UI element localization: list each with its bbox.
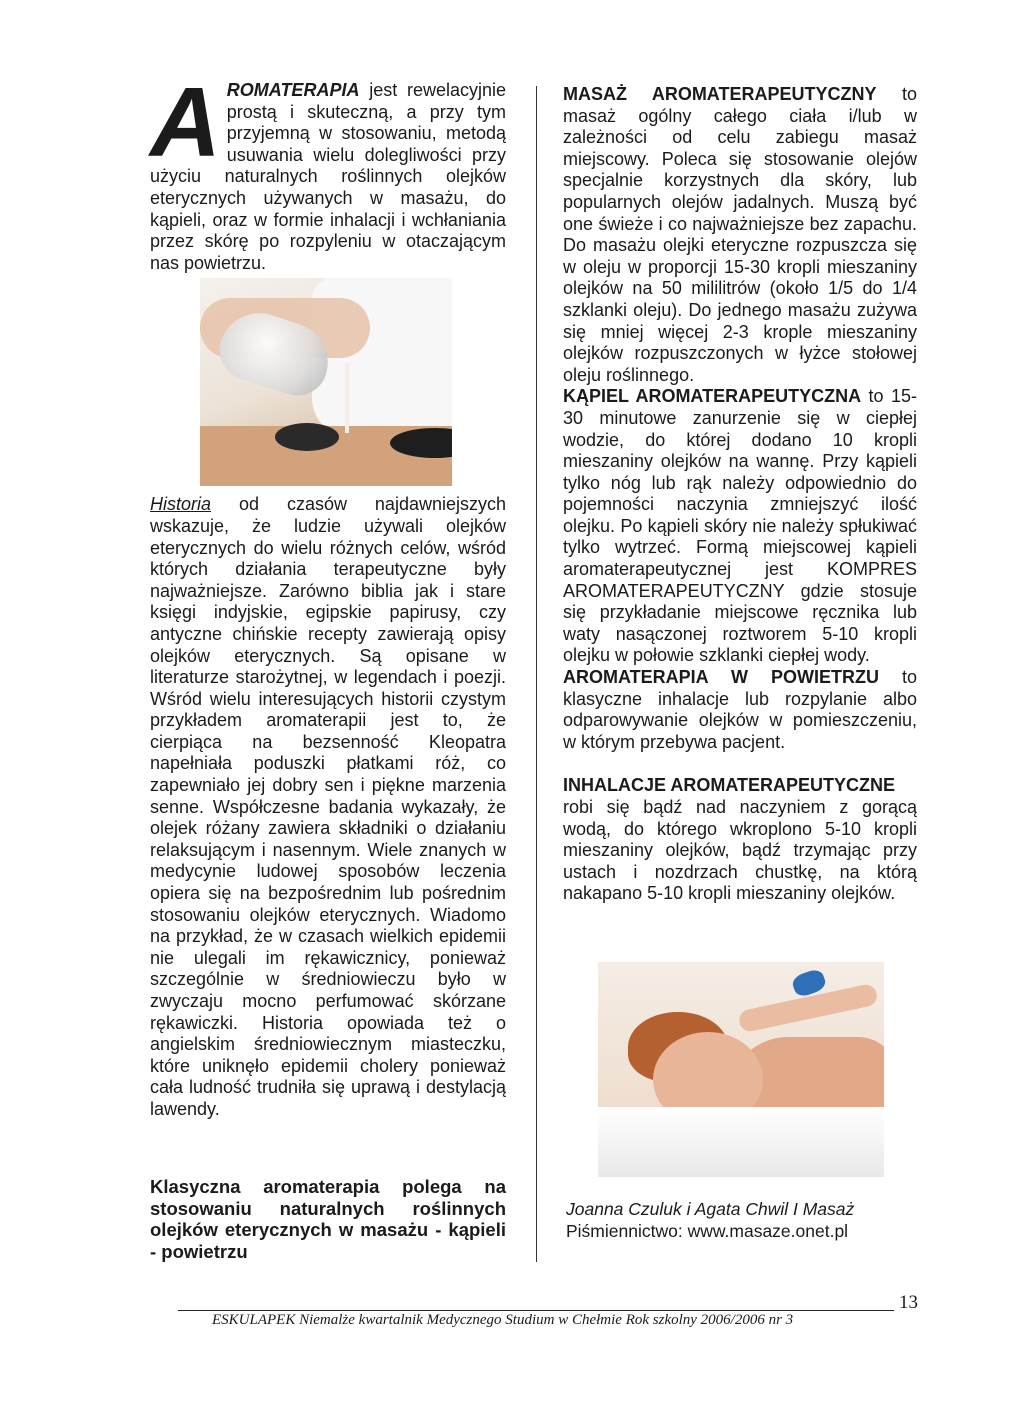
inhalation-heading: [563, 775, 917, 797]
massage-text: to masaż ogólny całego ciała i/lub w zależności od celu zabiegu masaż miejscowy. Poleca się stosowanie olejów specjalnie korzystnych dla skóry, lub popularnych olejów jadalnych. Muszą być one świeże i co najważniejsze bez zapachu. Do masażu olejki eteryczne rozpuszcza się w oleju w proporcji 15-30 kropli mieszaniny olejków na 50 mililitrów (około 1/5 do 1/4 szklanki oleju). Do jednego masażu zużywa się mniej więcej 2-3 krople mieszaniny olejków rozpuszczonych w łyżce stołowej oleju roślinnego.: [563, 84, 917, 385]
inhalation-term: INHALACJE AROMATERAPEUTYCZNE: [563, 775, 896, 796]
page-number: 13: [899, 1292, 918, 1313]
authors: Joanna Czuluk i Agata Chwil I Masaż: [566, 1199, 855, 1219]
summary-caption: Klasyczna aromaterapia polega na stosowaniu naturalnych roślinnych olejków eterycznych w masażu - kąpieli - powietrzu: [150, 1176, 506, 1262]
intro-paragraph: [150, 67, 506, 274]
bath-paragraph: [563, 386, 917, 667]
massage-paragraph: [563, 84, 917, 386]
inhalation-text: robi się bądź nad naczyniem z gorącą wodą, do którego wkroplono 5-10 kropli mieszaniny olejków, bądź trzymając przy ustach i nozdrzach chustkę, na którą nakapano 5-10 kropli mieszaniny olejków.: [563, 797, 917, 904]
intro-term: ROMATERAPIA: [226, 80, 360, 100]
back-massage-photo: [598, 962, 884, 1177]
footer-text: ESKULAPEK Niemalże kwartalnik Medycznego Studium w Chełmie Rok szkolny 2006/2006 nr 3: [212, 1312, 794, 1328]
history-term: Historia: [150, 494, 212, 515]
massage-term: MASAŻ AROMATERAPEUTYCZNY: [563, 84, 877, 104]
air-paragraph: [563, 667, 917, 753]
right-column: [563, 84, 917, 905]
air-term: AROMATERAPIA W POWIETRZU: [563, 667, 879, 688]
bath-text: to 15-30 minutowe zanurzenie się w ciepłej wodzie, do której dodano 10 kropli mieszaniny olejków na wannę. Przy kąpieli tylko nóg lub rąk należy odpowiednio do pojemności naczynia zmniejszyć ilość olejku. Po kąpieli skóry nie należy spłukiwać tylko wytrzeć. Formą miejscowej kąpieli aromaterapeutycznej jest KOMPRES AROMATERAPEUTYCZNY gdzie stosuje się przykładanie miejscowe ręcznika lub waty nasączonej roztworem 5-10 kropli olejku w połowie szklanki ciepłej wody.: [563, 386, 917, 666]
history-paragraph: [150, 494, 506, 1120]
history-text: od czasów najdawniejszych wskazuje, że ludzie używali olejków eterycznych do wielu różnych celów, wśród których działania terapeutyczne były najważniejsze. Zarówno biblia jak i stare księgi indyjskie, egipskie papirusy, czy antyczne chińskie recepty zawierają opisy olejków eterycznych. Są opisane w literaturze starożytnej, w legendach i poezji. Wśród wielu interesujących historii czystym przykładem aromaterapii jest to, że cierpiąca na bezsenność Kleopatra napełniała poduszki płatkami róż, co zapewniało jej dobry sen i piękne marzenia senne. Współczesne badania wykazały, że olejek różany zawiera składniki o działaniu relaksującym i nasennym. Wiele znanych w medycynie ludowej sposobów leczenia opiera się na bezpośrednim lub pośrednim stosowaniu olejków eterycznych. Wiadomo na przykład, że w czasach wielkich epidemii nie ulegali im rękawicznicy, ponieważ szczególnie w średniowieczu było w zwyczaju mocno perfumować skórzane rękawiczki. Historia opowiada też o angielskim średniowiecznym miasteczku, które uniknęło epidemii cholery ponieważ cała ludność trudniła się uprawą i destylacją lawendy.: [150, 494, 506, 1119]
bath-term: KĄPIEL AROMATERAPEUTYCZNA: [563, 386, 862, 407]
intro-text: jest rewelacyjnie prostą i skuteczną, a przy tym przyjemną w stosowaniu, metodą usuwania wielu dolegliwości przy użyciu naturalnych roślinnych olejków eterycznych używanych w masażu, do kąpieli, oraz w formie inhalacji i wchłaniania przez skórę po rozpyleniu w otaczającym nas powietrzu.: [150, 80, 506, 273]
credits: [566, 1198, 854, 1242]
air-text: to klasyczne inhalacje lub rozpylanie albo odparowywanie olejków w pomieszczeniu, w którym przebywa pacjent.: [563, 667, 917, 752]
left-column: [150, 67, 506, 1121]
footer-rule: [178, 1310, 894, 1311]
hot-stone-massage-photo: [200, 278, 452, 486]
column-divider: [536, 86, 537, 1262]
sources: Piśmiennictwo: www.masaze.onet.pl: [566, 1221, 849, 1241]
drop-cap: A: [150, 67, 221, 177]
